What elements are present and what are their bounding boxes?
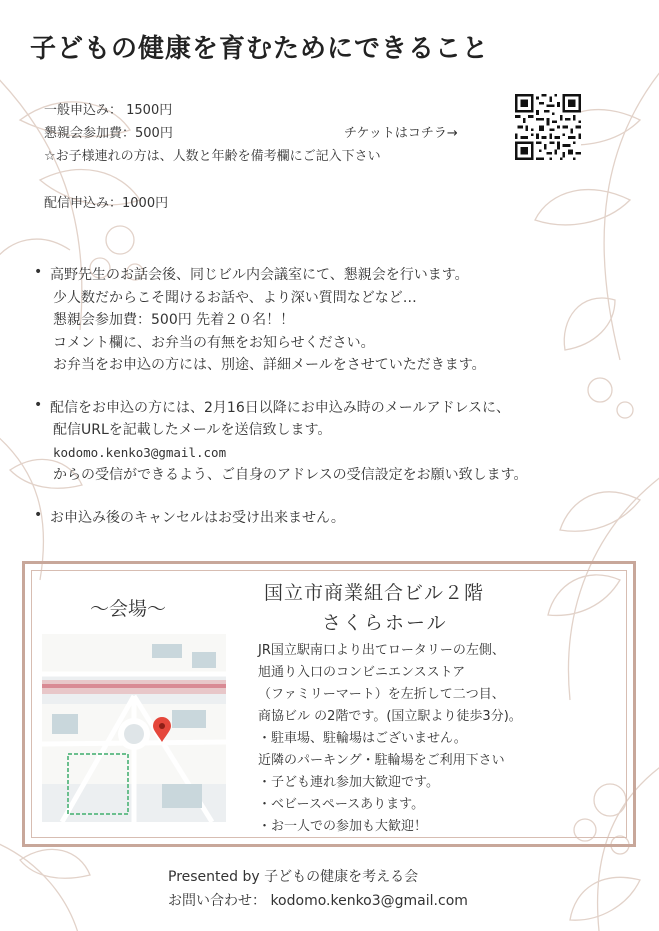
ticket-label: チケットはコチラ→: [344, 126, 458, 141]
bullet-text: お弁当をお申込の方には、別途、詳細メールをさせていただきます。: [53, 357, 486, 373]
venue-detail-line: JR国立駅南口より出てロータリーの左側、: [258, 643, 505, 658]
info-bullets: [34, 264, 634, 549]
venue-detail-line: 近隣のパーキング・駐輪場をご利用下さい: [258, 753, 505, 768]
bullet-cancellation: [34, 507, 634, 530]
bullet-text: からの受信ができるよう、ご自身のアドレスの受信設定をお願い致します。: [53, 467, 528, 483]
contact-email: kodomo.kenko3@gmail.com: [53, 444, 227, 460]
bullet-text: 懇親会参加費：500円 先着２０名！！: [53, 312, 295, 328]
venue-detail-line: （ファミリーマート）を左折して二つ目、: [258, 687, 505, 702]
venue-heading: ～会場～: [90, 598, 167, 620]
bullet-text: • お申込み後のキャンセルはお受け出来ません。: [50, 509, 345, 526]
venue-detail-line: 旭通り入口のコンビニエンスストア: [258, 665, 466, 680]
venue-detail-line: ・お一人での参加も大歓迎！: [258, 819, 428, 834]
bullet-text: 配信URLを記載したメールを送信致します。: [53, 422, 332, 438]
venue-hall-name: さくらホール: [322, 612, 448, 634]
venue-detail-line: 商協ビル の2階です。(国立駅より徒歩3分)。: [258, 709, 522, 724]
bullet-text: • 配信をお申込の方には、2月16日以降にお申込み時のメールアドレスに、: [50, 399, 511, 416]
general-price: 一般申込み： 1500円: [44, 103, 173, 118]
bullet-text: 少人数だからこそ聞けるお話や、より深い質問などなど…: [53, 289, 417, 306]
bullet-streaming: [34, 397, 634, 487]
bullet-text: • 高野先生のお話会後、同じビル内会議室にて、懇親会を行います。: [50, 267, 469, 283]
ticket-qr-code[interactable]: [515, 94, 581, 160]
venue-detail-line: ・ベビースペースあります。: [258, 797, 425, 812]
venue-details: [258, 640, 522, 838]
page-title: 子どもの健康を育むためにできること: [30, 34, 490, 64]
bullet-social-gathering: [34, 264, 634, 377]
venue-map[interactable]: [42, 634, 226, 822]
child-note: ☆お子様連れの方は、人数と年齢を備考欄にご記入下さい: [44, 149, 381, 164]
bullet-text: コメント欄に、お弁当の有無をお知らせください。: [53, 334, 375, 351]
social-fee: 懇親会参加費：500円: [44, 126, 173, 141]
stream-price: 配信申込み：1000円: [44, 196, 169, 211]
venue-detail-line: ・駐車場、駐輪場はございません。: [258, 731, 467, 746]
presented-by: Presented by 子どもの健康を考える会: [168, 869, 419, 885]
venue-detail-line: ・子ども連れ参加大歓迎です。: [258, 775, 439, 790]
venue-name: 国立市商業組合ビル２階: [264, 582, 485, 604]
contact-info: お問い合わせ： kodomo.kenko3@gmail.com: [168, 893, 468, 909]
